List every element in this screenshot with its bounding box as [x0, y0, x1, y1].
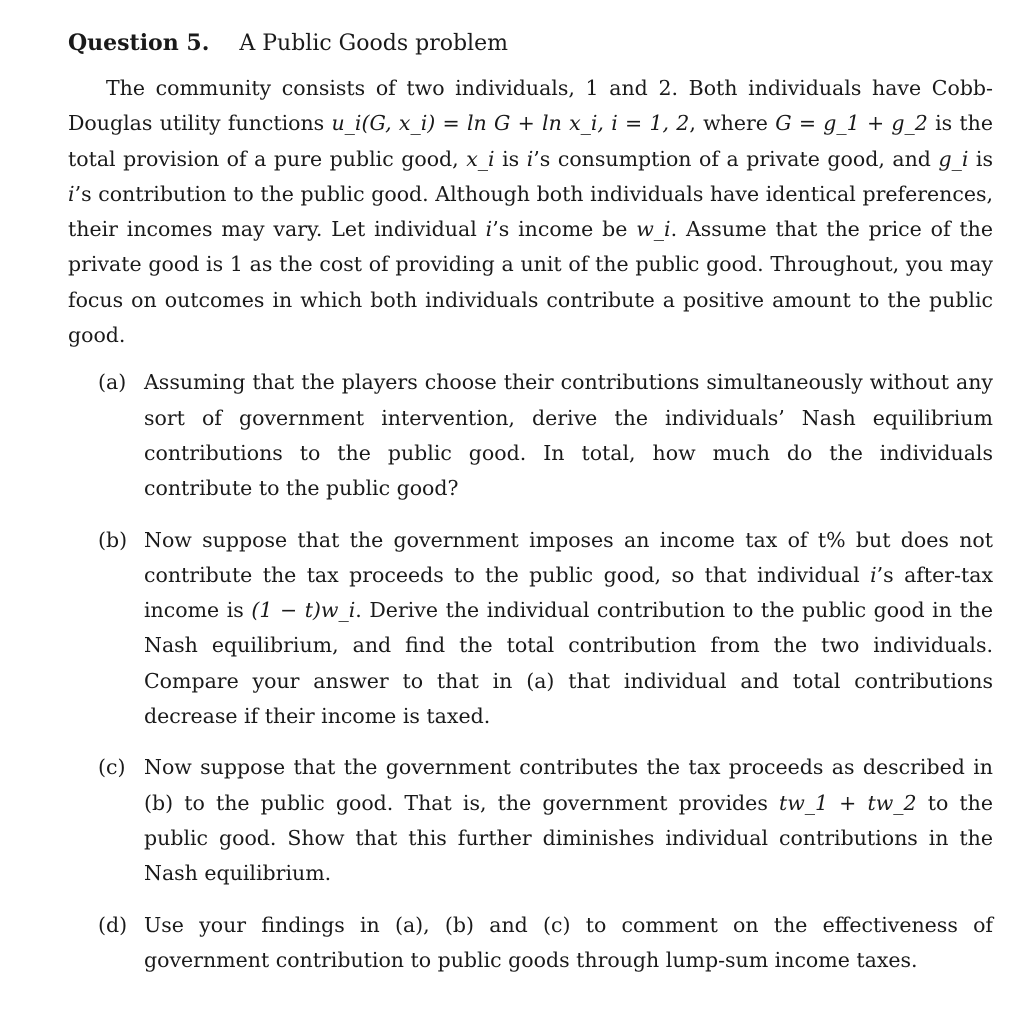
income-symbol: w_i — [636, 217, 671, 242]
intro-text: ’s contribution to the public good. Although both individuals have identical preferences, their incomes may vary. Let individual — [68, 181, 993, 242]
intro-text: , where — [689, 111, 776, 136]
intro-text: The community consists of two individuals, 1 and 2. Both individuals have Cobb-Douglas utility functions — [68, 76, 993, 136]
part-text: Use your findings in (a), (b) and (c) to comment on the effectiveness of government contribution to public goods through lump-sum income taxes. — [144, 912, 993, 972]
intro-text: is — [494, 146, 527, 171]
individual-symbol: i — [870, 562, 877, 587]
question-parts — [68, 365, 993, 978]
question-title: A Public Goods problem — [239, 31, 508, 56]
intro-text: is the total provision of a pure public good, — [68, 111, 993, 171]
part-text: ’s after-tax income is — [144, 562, 994, 623]
part-label: (b) — [98, 527, 128, 552]
intro-text: . Assume that the price of the private good is 1 as the cost of providing a unit of the public good. Throughout, you may focus on outcomes in which both individuals contribute a positive amount to the public good. — [68, 217, 993, 348]
intro-paragraph — [68, 71, 993, 353]
individual-symbol: i — [485, 217, 493, 242]
part-text: to the public good. Show that this further diminishes individual contributions in the Nash equilibrium. — [144, 790, 993, 886]
part-b — [68, 523, 993, 735]
part-label: (c) — [98, 755, 126, 780]
part-text: Assuming that the players choose their contributions simultaneously without any sort of government intervention, derive the individuals’ Nash equilibrium contributions to the public good. In total, how much do the individuals contribute to the public good? — [144, 370, 993, 501]
contribution-symbol: g_i — [938, 146, 969, 171]
question-page — [68, 28, 993, 994]
part-d — [68, 908, 993, 979]
intro-text: is — [968, 146, 993, 171]
individual-symbol: i — [526, 146, 534, 171]
part-label: (a) — [98, 370, 127, 395]
part-text: Now suppose that the government imposes an income tax of t% but does not contribute the tax proceeds to the public good, so that individual — [144, 527, 993, 587]
government-provision-formula: tw_1 + tw_2 — [778, 790, 917, 815]
intro-text: ’s consumption of a private good, and — [533, 146, 939, 171]
part-c — [68, 750, 993, 891]
individual-symbol: i — [68, 181, 75, 206]
total-provision-formula: G = g_1 + g_2 — [775, 111, 928, 136]
part-text: . Derive the individual contribution to the public good in the Nash equilibrium, and find the total contribution from the two individuals. Compare your answer to that in (a) that individual and total contributions decrease if their income is taxed. — [144, 598, 994, 729]
private-good-symbol: x_i — [466, 146, 495, 171]
utility-formula: u_i(G, x_i) = ln G + ln x_i, i = 1, 2 — [331, 111, 690, 136]
question-heading — [68, 28, 993, 59]
question-number: Question 5. — [68, 30, 210, 56]
after-tax-income-formula: (1 − t)w_i — [251, 598, 356, 623]
part-a — [68, 365, 993, 506]
part-label: (d) — [98, 912, 128, 937]
intro-text: ’s income be — [492, 217, 637, 242]
part-text: Now suppose that the government contributes the tax proceeds as described in (b) to the public good. That is, the government provides — [144, 755, 993, 815]
